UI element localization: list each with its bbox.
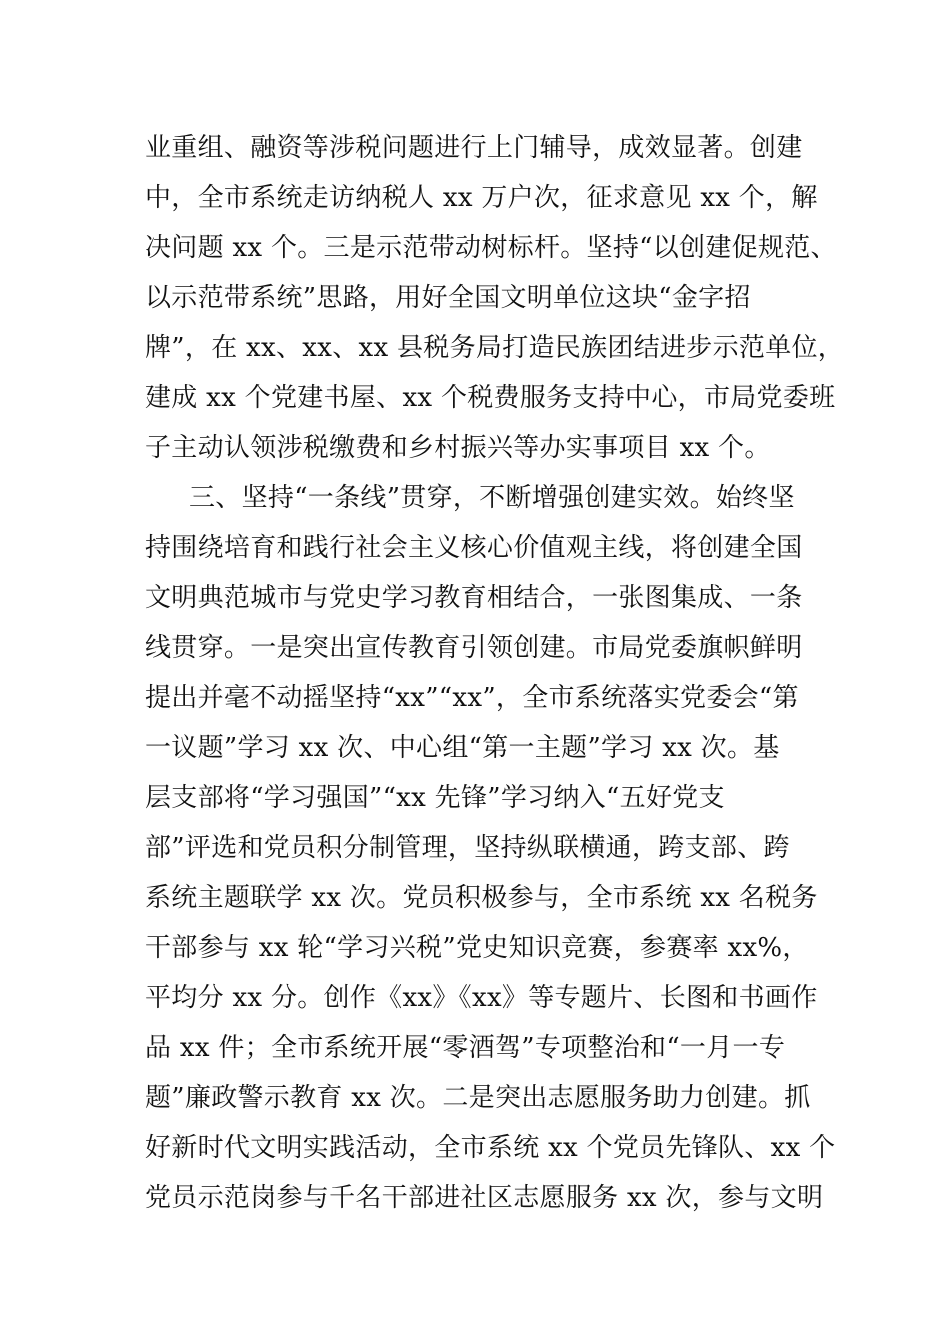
text-line: 党员示范岗参与千名干部进社区志愿服务 xx 次，参与文明: [145, 1183, 824, 1213]
text-line: 品 xx 件；全市系统开展“零酒驾”专项整治和“一月一专: [145, 1033, 786, 1063]
section-heading-line: 三、坚持“一条线”贯穿，不断增强创建实效。始终坚: [189, 483, 795, 513]
text-line: 层支部将“学习强国”“xx 先锋”学习纳入“五好党支: [145, 783, 725, 813]
text-line: 以示范带系统”思路，用好全国文明单位这块“金字招: [145, 283, 751, 313]
text-line: 牌”，在 xx、xx、xx 县税务局打造民族团结进步示范单位，: [145, 333, 845, 363]
text-line: 系统主题联学 xx 次。党员积极参与，全市系统 xx 名税务: [145, 883, 818, 913]
text-line: 线贯穿。一是突出宣传教育引领创建。市局党委旗帜鲜明: [145, 633, 803, 663]
text-line: 部”评选和党员积分制管理，坚持纵联横通，跨支部、跨: [145, 833, 790, 863]
text-line: 业重组、融资等涉税问题进行上门辅导，成效显著。创建: [145, 133, 803, 163]
text-line: 一议题”学习 xx 次、中心组“第一主题”学习 xx 次。基: [145, 733, 780, 763]
text-line: 平均分 xx 分。创作《xx》《xx》等专题片、长图和书画作: [145, 983, 818, 1013]
text-line: 干部参与 xx 轮“学习兴税”党史知识竞赛，参赛率 xx%，: [145, 933, 809, 963]
text-line: 建成 xx 个党建书屋、xx 个税费服务支持中心，市局党委班: [145, 383, 836, 413]
text-line: 持围绕培育和践行社会主义核心价值观主线，将创建全国: [145, 533, 803, 563]
text-line: 决问题 xx 个。三是示范带动树标杆。坚持“以创建促规范、: [145, 233, 837, 263]
text-line: 中，全市系统走访纳税人 xx 万户次，征求意见 xx 个，解: [145, 183, 818, 213]
text-line: 子主动认领涉税缴费和乡村振兴等办实事项目 xx 个。: [145, 433, 771, 463]
text-line: 好新时代文明实践活动，全市系统 xx 个党员先锋队、xx 个: [145, 1133, 836, 1163]
text-line: 文明典范城市与党史学习教育相结合，一张图集成、一条: [145, 583, 803, 613]
text-line: 题”廉政警示教育 xx 次。二是突出志愿服务助力创建。抓: [145, 1083, 811, 1113]
text-line: 提出并毫不动摇坚持“xx”“xx”，全市系统落实党委会“第: [145, 683, 799, 713]
